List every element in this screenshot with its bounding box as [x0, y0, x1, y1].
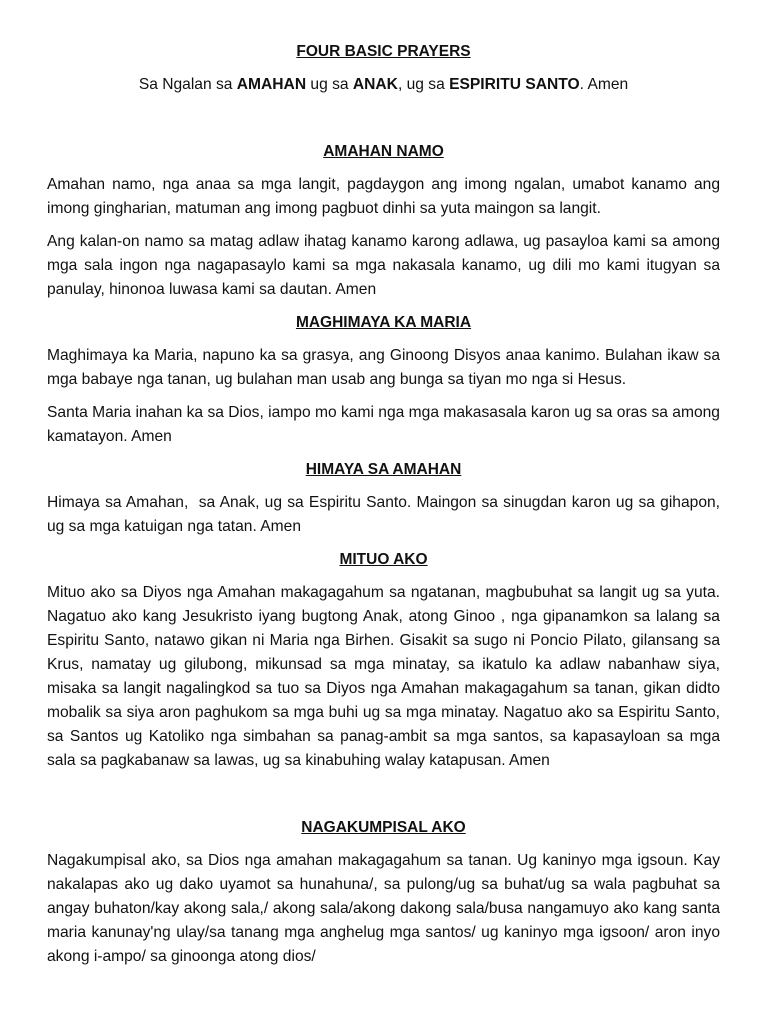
- maghimaya-paragraph-1: Maghimaya ka Maria, napuno ka sa grasya, ang Ginoong Disyos anaa kanimo. Bulahan ikaw sa mga babaye nga tanan, ug bulahan man usab ang bunga sa tiyan mo nga si Hesus.: [47, 347, 720, 388]
- section-heading-maghimaya-ka-maria: MAGHIMAYA KA MARIA: [295, 314, 472, 331]
- intro-son: ANAK: [352, 76, 398, 93]
- section-spacer: [47, 782, 720, 816]
- amahan-namo-paragraph-1: Amahan namo, nga anaa sa mga langit, pagdaygon ang imong ngalan, umabot kanamo ang imong gingharian, matuman ang imong pagbuot dinhi sa yuta maingon sa langit.: [47, 176, 720, 217]
- section-heading-nagakumpisal-ako: NAGAKUMPISAL AKO: [301, 819, 466, 836]
- document-title: FOUR BASIC PRAYERS: [296, 43, 471, 60]
- maghimaya-paragraph-2: Santa Maria inahan ka sa Dios, iampo mo kami nga mga makasasala karon ug sa oras sa among kamatayon. Amen: [47, 404, 720, 445]
- intro-suffix: . Amen: [579, 76, 629, 93]
- intro-mid1: ug sa: [306, 76, 353, 93]
- sign-of-the-cross-line: [47, 73, 720, 97]
- section-heading-amahan-namo: AMAHAN NAMO: [323, 143, 444, 160]
- intro-father: AMAHAN: [236, 76, 307, 93]
- himaya-paragraph-1: Himaya sa Amahan, sa Anak, ug sa Espiritu Santo. Maingon sa sinugdan karon ug sa gihapon, ug sa mga katuigan nga tatan. Amen: [47, 494, 725, 535]
- document-body: [47, 40, 725, 978]
- amahan-namo-paragraph-2: Ang kalan-on namo sa matag adlaw ihatag kanamo karong adlawa, ug pasayloa kami sa among mga sala ingon nga nagapasaylo kami sa mga nakasala kanamo, ug dili mo kami itugyan sa panulay, hinonoa luwasa kami sa dautan. Amen: [47, 233, 720, 298]
- mituo-ako-paragraph-1: Mituo ako sa Diyos nga Amahan makagagahum sa ngatanan, magbubuhat sa langit ug sa yuta. Nagatuo ako kang Jesukristo iyang bugtong Anak, atong Ginoo , nga gipanamkon sa lalang sa Espiritu Santo, natawo gikan ni Maria nga Birhen. Gisakit sa sugo ni Poncio Pilato, gilansang sa Krus, namatay ug gilubong, mikunsad sa mga minatay, sa ikatulo ka adlaw nabanhaw siya, misaka sa langit nagalingkod sa tuo sa Diyos nga Amahan makagagahum sa tanan, gikan didto mobalik sa siya aron paghukom sa mga buhi ug sa mga minatay. Nagatuo ako sa Espiritu Santo, sa Santos ug Katoliko nga simbahan sa panag-ambit sa mga santos, sa kapasayloan sa mga sala sa pagkabanaw sa lawas, ug sa kinabuhing walay katapusan. Amen: [47, 584, 720, 769]
- intro-prefix: Sa Ngalan sa: [138, 76, 237, 93]
- intro-spirit: ESPIRITU SANTO: [449, 76, 580, 93]
- intro-mid2: , ug sa: [397, 76, 450, 93]
- nagakumpisal-paragraph-1: Nagakumpisal ako, sa Dios nga amahan makagagahum sa tanan. Ug kaninyo mga igsoun. Kay nakalapas ako ug dako uyamot sa hunahuna/, sa pulong/ug sa buhat/ug sa wala pagbuhat sa angay buhaton/kay akong sala,/ akong sala/akong dakong sala/busa nangamuyo ako kang santa maria kanunay'ng ulay/sa tanang mga anghelug mga santos/ ug kaninyo mga igsoon/ aron inyo akong i-ampo/ sa ginoonga atong dios/: [47, 852, 720, 965]
- section-heading-mituo-ako: MITUO AKO: [339, 551, 428, 568]
- section-heading-himaya-sa-amahan: HIMAYA SA AMAHAN: [305, 461, 462, 478]
